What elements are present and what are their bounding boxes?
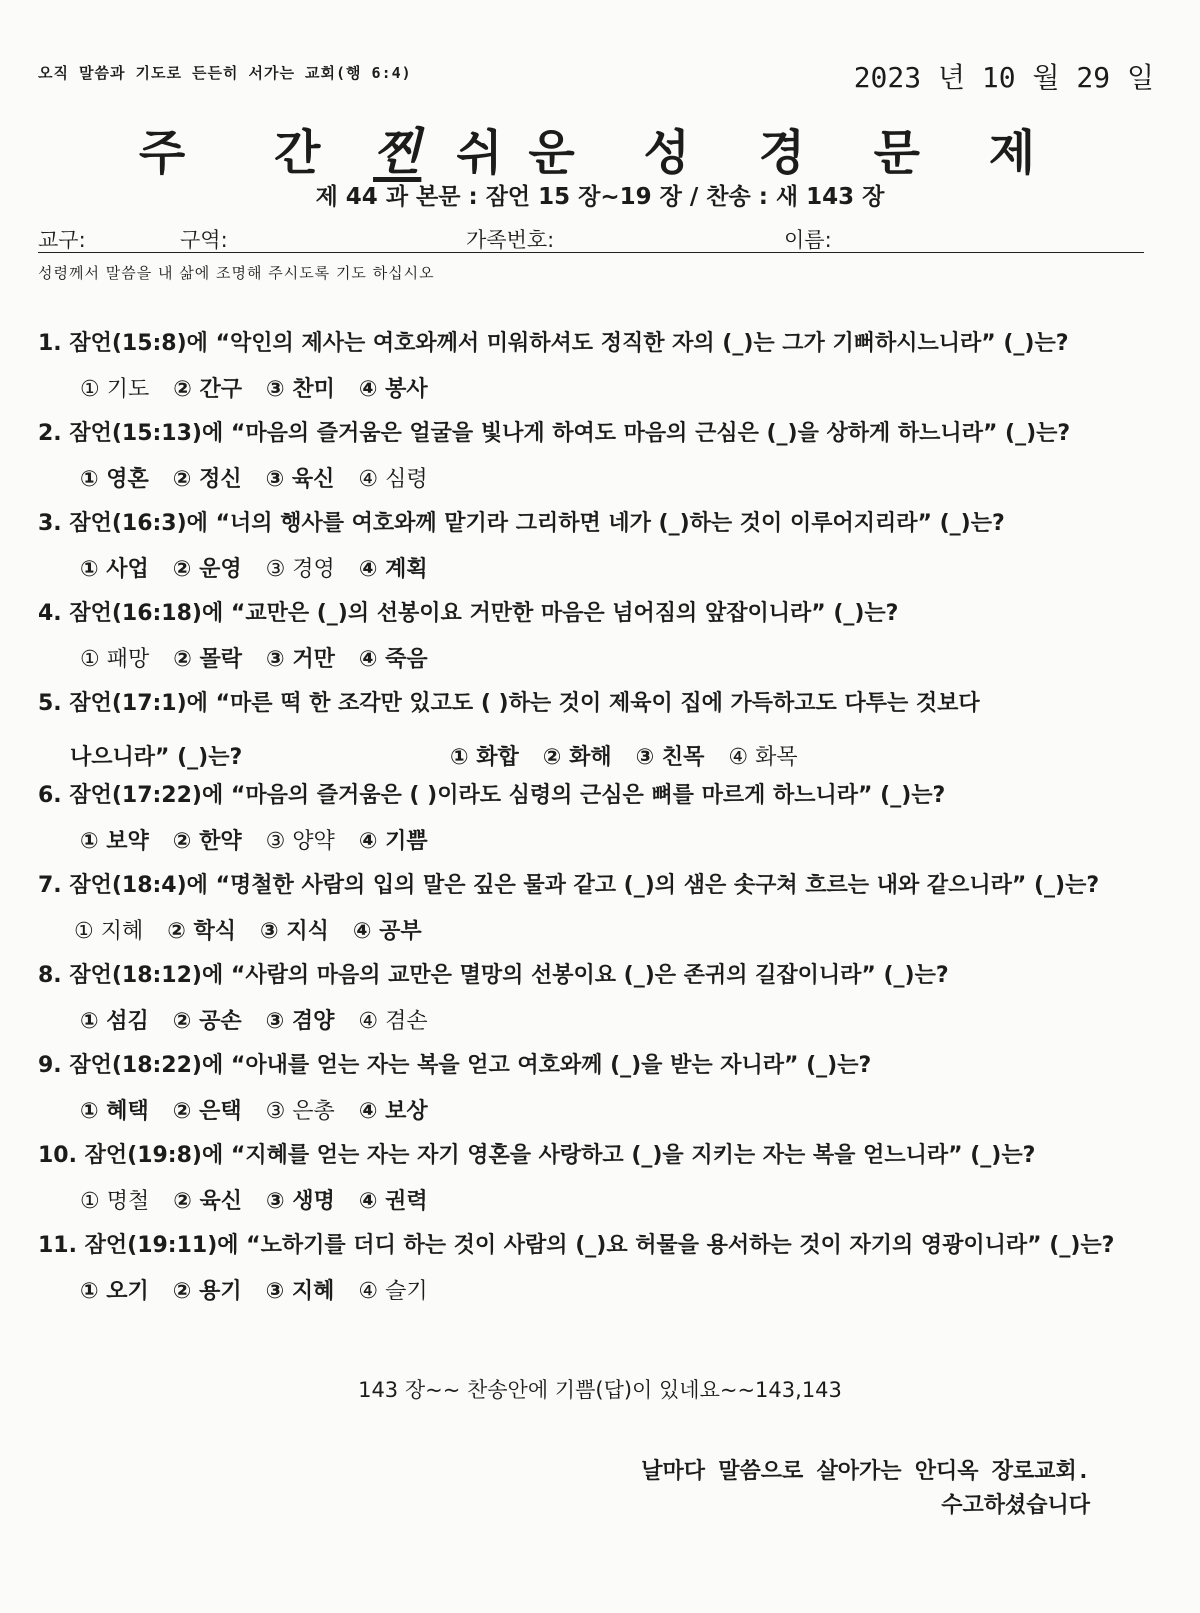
option[interactable]: ④ 죽음 [358, 647, 428, 672]
option[interactable]: ④ 보상 [358, 1099, 428, 1124]
option[interactable]: ③ 양약 [265, 829, 335, 854]
option[interactable]: ① 패망 [80, 647, 150, 672]
option[interactable]: ③ 친목 [635, 745, 705, 770]
question-11-options [80, 1274, 452, 1305]
title-highlight: 찐 [373, 123, 422, 181]
option[interactable]: ② 용기 [172, 1279, 242, 1304]
option[interactable]: ① 명철 [80, 1189, 150, 1214]
closing-line-1: 날마다 말씀으로 살아가는 안디옥 장로교회. [641, 1459, 1090, 1484]
option[interactable]: ④ 슬기 [358, 1279, 428, 1304]
option[interactable]: ③ 거만 [266, 647, 335, 672]
question-2: 2. 잠언(15:13)에 “마음의 즐거움은 얼굴을 빛나게 하여도 마음의 근심은 (_)을 상하게 하느니라” (_)는? [38, 421, 1071, 446]
question-1-options [80, 372, 452, 403]
option[interactable]: ③ 지식 [260, 919, 329, 944]
info-fields [38, 222, 1144, 253]
option[interactable]: ④ 공부 [352, 919, 422, 944]
question-8-options [80, 1004, 452, 1035]
option[interactable]: ④ 계획 [358, 557, 428, 582]
option[interactable]: ② 운영 [172, 557, 242, 582]
question-5: 5. 잠언(17:1)에 “마른 떡 한 조각만 있고도 ( )하는 것이 제육이 집에 가득하고도 다투는 것보다 [38, 691, 980, 716]
option[interactable]: ③ 지혜 [265, 1279, 335, 1304]
question-10-options [80, 1184, 452, 1215]
prayer-instruction: 성령께서 말씀을 내 삶에 조명해 주시도록 기도 하십시오 [38, 264, 435, 282]
closing-message [641, 1455, 1090, 1523]
option[interactable]: ② 공손 [172, 1009, 242, 1034]
option[interactable]: ② 육신 [173, 1189, 243, 1214]
option[interactable]: ③ 은총 [265, 1099, 335, 1124]
option[interactable]: ② 간구 [173, 377, 243, 402]
option[interactable]: ① 보약 [80, 829, 149, 854]
question-7-options [74, 914, 446, 945]
option[interactable]: ② 한약 [172, 829, 242, 854]
question-6-options [80, 824, 452, 855]
page-title [0, 112, 1200, 184]
question-6: 6. 잠언(17:22)에 “마음의 즐거움은 ( )이라도 심령의 근심은 뼈를 마르게 하느니라” (_)는? [38, 783, 946, 808]
option[interactable]: ① 화합 [450, 745, 519, 770]
option[interactable]: ④ 겸손 [358, 1009, 428, 1034]
question-9-options [80, 1094, 452, 1125]
option[interactable]: ③ 겸양 [265, 1009, 335, 1034]
name-field[interactable]: 이름: [784, 228, 832, 252]
date: 2023 년 10 월 29 일 [853, 61, 1154, 94]
option[interactable]: ④ 권력 [358, 1189, 428, 1214]
option[interactable]: ① 혜택 [80, 1099, 149, 1124]
option[interactable]: ③ 경영 [265, 557, 335, 582]
lesson-info: 제 44 과 본문 : 잠언 15 장~19 장 / 찬송 : 새 143 장 [315, 184, 885, 210]
question-5-options [450, 740, 822, 771]
option[interactable]: ③ 찬미 [266, 377, 335, 402]
option[interactable]: ② 학식 [167, 919, 237, 944]
option[interactable]: ② 은택 [172, 1099, 242, 1124]
question-7: 7. 잠언(18:4)에 “명철한 사람의 입의 말은 깊은 물과 같고 (_)의 샘은 솟구쳐 흐르는 내와 같으니라” (_)는? [38, 873, 1100, 898]
question-2-options [80, 462, 452, 493]
option[interactable]: ① 오기 [80, 1279, 149, 1304]
area-field[interactable]: 구역: [180, 228, 228, 252]
option[interactable]: ③ 육신 [265, 467, 335, 492]
question-11: 11. 잠언(19:11)에 “노하기를 더디 하는 것이 사람의 (_)요 허물을 용서하는 것이 자기의 영광이니라” (_)는? [38, 1233, 1115, 1258]
hymn-hint: 143 장~~ 찬송안에 기쁨(답)이 있네요~~143,143 [358, 1378, 842, 1402]
title-suffix: 쉬운 성 경 문 제 [456, 125, 1062, 181]
question-9: 9. 잠언(18:22)에 “아내를 얻는 자는 복을 얻고 여호와께 (_)을 받는 자니라” (_)는? [38, 1053, 872, 1078]
district-field[interactable]: 교구: [38, 228, 86, 252]
option[interactable]: ② 몰락 [173, 647, 243, 672]
question-4: 4. 잠언(16:18)에 “교만은 (_)의 선봉이요 거만한 마음은 넘어짐의 앞잡이니라” (_)는? [38, 601, 899, 626]
option[interactable]: ① 지혜 [74, 919, 144, 944]
option[interactable]: ② 화해 [542, 745, 612, 770]
option[interactable]: ④ 봉사 [358, 377, 428, 402]
option[interactable]: ④ 화목 [728, 745, 798, 770]
option[interactable]: ① 기도 [80, 377, 150, 402]
question-10: 10. 잠언(19:8)에 “지혜를 얻는 자는 자기 영혼을 사랑하고 (_)을 지키는 자는 복을 얻느니라” (_)는? [38, 1143, 1036, 1168]
option[interactable]: ② 정신 [172, 467, 242, 492]
question-1: 1. 잠언(15:8)에 “악인의 제사는 여호와께서 미워하셔도 정직한 자의 (_)는 그가 기뻐하시느니라” (_)는? [38, 331, 1069, 356]
option[interactable]: ① 섬김 [80, 1009, 149, 1034]
family-number-field[interactable]: 가족번호: [466, 228, 555, 252]
option[interactable]: ④ 심령 [358, 467, 428, 492]
question-3-options [80, 552, 452, 583]
title-prefix: 주 간 [138, 125, 357, 181]
option[interactable]: ① 사업 [80, 557, 149, 582]
question-4-options [80, 642, 452, 673]
question-8: 8. 잠언(18:12)에 “사람의 마음의 교만은 멸망의 선봉이요 (_)은 존귀의 길잡이니라” (_)는? [38, 963, 949, 988]
option[interactable]: ③ 생명 [266, 1189, 335, 1214]
closing-line-2: 수고하셨습니다 [941, 1493, 1090, 1518]
option[interactable]: ④ 기쁨 [358, 829, 428, 854]
question-3: 3. 잠언(16:3)에 “너의 행사를 여호와께 맡기라 그리하면 네가 (_)하는 것이 이루어지리라” (_)는? [38, 511, 1005, 536]
question-5-continued: 나으니라” (_)는? [70, 745, 243, 770]
church-motto: 오직 말씀과 기도로 든든히 서가는 교회(행 6:4) [38, 64, 412, 82]
option[interactable]: ① 영혼 [80, 467, 149, 492]
